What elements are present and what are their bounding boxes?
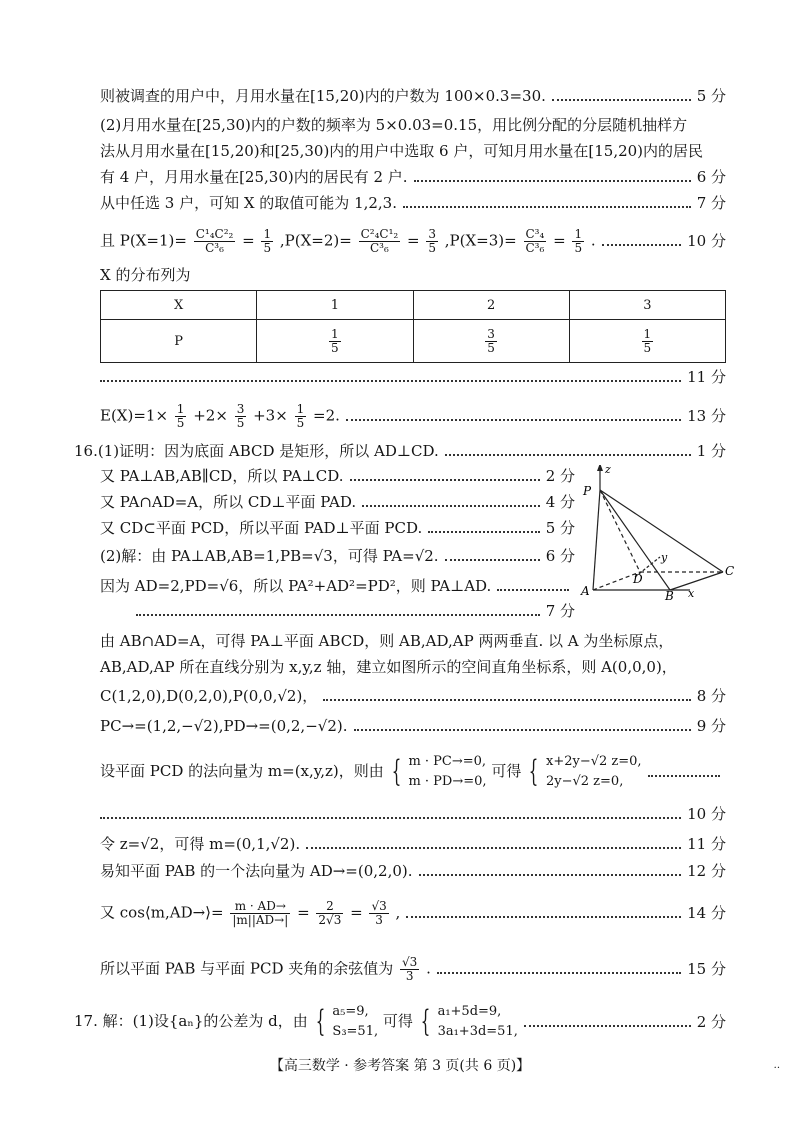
equation-system [408,752,486,792]
denominator: C³₆ [525,240,545,255]
line-text: (2)解：由 PA⊥AB,AB=1,PB=√3，可得 PA=√2. [100,547,439,565]
denominator: C³₆ [370,240,389,255]
dot-leader [100,817,681,819]
dot-leader [346,419,681,421]
answer-line [100,140,726,162]
score-label: 5 分 [696,87,726,105]
dot-leader [362,505,540,507]
numerator: 1 [176,401,185,416]
brace-icon: { [391,754,401,789]
fraction [230,900,290,927]
score-label: 8 分 [696,687,726,705]
conclusion-line [100,953,726,985]
page-mark: ·· [773,1063,780,1074]
numerator: 1 [263,226,272,241]
score-label: 6 分 [545,547,575,565]
equation-system [546,752,642,792]
fraction [295,403,307,430]
dot-leader [406,916,681,918]
answer-line [136,600,575,622]
numerator: 1 [574,226,583,241]
table-cell [569,320,725,363]
system-line [74,1000,726,1044]
dot-leader [552,99,691,101]
fraction [359,228,401,255]
fraction [369,900,388,927]
dot-leader [648,775,720,777]
fraction [485,328,497,355]
equation: a₁+5d=9, [437,1004,502,1019]
brace-icon: { [528,754,539,789]
system-line [100,750,726,794]
table-cell: 2 [413,291,569,320]
table-cell [413,320,569,363]
denominator: 5 [331,340,339,355]
fraction [329,328,341,355]
line-text: 令 z=√2，可得 m=(0,1,√2). [100,835,301,853]
answer-line [100,366,726,388]
text-part: 设平面 PCD 的法向量为 m=(x,y,z)，则由 [100,762,384,780]
table-cell: 3 [569,291,725,320]
score-label: 10 分 [687,232,726,250]
line-text: PC→=(1,2,−√2),PD→=(0,2,−√2). [100,717,348,735]
denominator: |m||AD→| [232,912,289,927]
answer-line [100,264,726,286]
text-part: , [395,903,401,921]
denominator: 5 [643,340,652,355]
denominator: 5 [487,340,495,355]
answer-line [100,630,726,652]
dot-leader [100,380,681,382]
dot-leader [428,531,539,533]
line-text: (2)月用水量在[25,30)内的户数的频率为 5×0.03=0.15，用比例分配的分层随机抽样方 [100,116,688,134]
text-part: = [407,231,420,249]
dot-leader [354,729,691,731]
dot-leader [403,206,691,208]
equation: x+2y−√2 z=0, [545,754,642,769]
fraction [524,228,547,255]
table-cell [257,320,413,363]
numerator: C¹₄C²₂ [195,226,234,241]
text-part: 又 cos⟨m,AD→⟩= [100,903,224,921]
answer-line [100,803,726,825]
line-text: X 的分布列为 [100,266,191,284]
expectation-line [100,400,726,432]
answer-line [100,685,726,707]
denominator: 5 [236,415,245,430]
fraction [642,328,654,355]
score-label: 4 分 [545,493,575,511]
table-cell: P [101,320,257,363]
line-text: 从中任选 3 户，可知 X 的取值可能为 1,2,3. [100,194,397,212]
score-label: 9 分 [696,717,726,735]
answer-line [100,715,726,737]
equation: 2y−√2 z=0, [545,774,624,789]
answer-line [100,860,726,882]
equation: m · PD→=0, [408,774,487,789]
line-text [100,403,340,430]
probability-line [100,225,726,257]
dot-leader [306,847,681,849]
line-text [100,228,596,255]
dot-leader [350,479,540,481]
answer-line [100,656,726,678]
text-part: . [426,959,431,977]
text-part: = [297,903,310,921]
pyramid-figure [575,465,740,600]
denominator: 5 [574,240,583,255]
text-part: =2. [313,406,340,424]
text-part: = [553,231,566,249]
text-part: 可得 [491,762,522,780]
equation-system [438,1002,518,1042]
equation-system [332,1002,378,1042]
dot-leader [445,454,691,456]
line-text: 又 PA⊥AB,AB∥CD，所以 PA⊥CD. [100,467,344,485]
numerator: C²₄C¹₂ [360,226,399,241]
numerator: 3 [487,326,495,341]
table-cell: 1 [257,291,413,320]
text-part: +2× [193,406,228,424]
text-part: 可得 [382,1012,413,1030]
axis-label-y: y [661,551,668,564]
score-label: 12 分 [687,862,726,880]
numerator: √3 [371,898,387,913]
numerator: C³₄ [525,226,545,241]
dot-leader [445,559,540,561]
denominator: 2√3 [318,912,342,927]
text-part: = [242,231,255,249]
denominator: 5 [428,240,436,255]
text-part: 17. 解：(1)设{aₙ}的公差为 d，由 [74,1012,308,1030]
line-text: 又 CD⊂平面 PCD，所以平面 PAD⊥平面 PCD. [100,519,423,537]
line-text: 16.(1)证明：因为底面 ABCD 是矩形，所以 AD⊥CD. [74,442,439,460]
answer-line [100,491,575,513]
table-row [101,320,726,363]
answer-line [100,517,575,539]
text-part: 且 P(X=1)= [100,231,187,249]
answer-line [100,85,726,107]
numerator: 1 [296,401,305,416]
score-label: 10 分 [687,805,726,823]
vertex-label-c: C [725,564,735,578]
line-text [74,1002,518,1042]
dot-leader [323,699,690,701]
score-label: 14 分 [687,904,726,922]
score-label: 15 分 [687,960,726,978]
table-cell: X [101,291,257,320]
vertex-label-d: D [633,572,643,586]
fraction [426,228,438,255]
score-label: 1 分 [696,442,726,460]
score-label: 7 分 [696,194,726,212]
numerator: 3 [236,401,245,416]
score-label: 11 分 [687,835,726,853]
line-text: 由 AB∩AD=A，可得 PA⊥平面 ABCD，则 AB,AD,AP 两两垂直. 以 A 为坐标原点， [100,632,674,650]
numerator: m · AD→ [230,900,290,914]
vertex-label-b: B [665,589,674,600]
line-text: 易知平面 PAB 的一个法向量为 AD→=(0,2,0). [100,862,413,880]
text-part: E(X)=1× [100,406,169,424]
cosine-line [100,896,726,930]
denominator: 3 [375,912,383,927]
fraction [261,228,273,255]
line-text: 有 4 户，月用水量在[25,30)内的居民有 2 户. [100,168,408,186]
brace-icon: { [315,1004,325,1039]
text-part: . [590,231,596,249]
answer-line [100,545,575,567]
fraction [316,900,343,927]
dot-leader [136,614,540,616]
dot-leader [419,874,682,876]
line-text: AB,AD,AP 所在直线分别为 x,y,z 轴，建立如图所示的空间直角坐标系，则 A(0,0,0)， [100,658,677,676]
line-text [100,956,431,983]
fraction [400,956,419,983]
numerator: √3 [402,954,418,969]
denominator: C³₆ [205,240,224,255]
dot-leader [602,244,681,246]
denominator: 5 [263,240,272,255]
text-part: +3× [253,406,288,424]
distribution-table [100,290,726,363]
vertex-label-a: A [581,584,590,598]
answer-line [100,114,726,136]
numerator: 2 [316,900,343,914]
dot-leader [414,180,691,182]
denominator: 3 [405,968,414,983]
table-row [101,291,726,320]
fraction [194,228,236,255]
text-part: 所以平面 PAB 与平面 PCD 夹角的余弦值为 [100,959,394,977]
axis-label-x: x [688,587,695,600]
line-text [100,752,642,792]
score-label: 2 分 [545,467,575,485]
answer-line [100,465,575,487]
brace-icon: { [420,1004,431,1039]
text-part: ,P(X=3)= [444,231,517,249]
fraction [572,228,584,255]
dot-leader [524,1025,691,1027]
line-text [100,900,400,927]
score-label: 5 分 [545,519,575,537]
line-text: 又 PA∩AD=A，所以 CD⊥平面 PAD. [100,493,357,511]
page-footer: 【高三数学 · 参考答案 第 3 页(共 6 页)】 [269,1058,531,1074]
answer-line [100,833,726,855]
numerator: 3 [428,226,436,241]
answer-line [74,440,726,462]
score-label: 11 分 [687,368,726,386]
line-text: C(1,2,0),D(0,2,0),P(0,0,√2)， [100,687,318,705]
equation: S₃=51, [332,1024,379,1039]
score-label: 6 分 [696,168,726,186]
equation: 3a₁+3d=51, [437,1024,518,1039]
dot-leader [497,589,569,591]
vertex-label-p: P [583,484,592,498]
dot-leader [437,972,681,974]
answer-line [100,192,726,214]
score-label: 2 分 [696,1013,726,1031]
fraction [175,403,187,430]
text-part: = [350,903,363,921]
line-text: 法从月用水量在[15,20)和[25,30)内的用户中选取 6 户，可知月用水量在[15,20)内的居民 [100,142,704,160]
denominator: 5 [176,415,185,430]
equation: m · PC→=0, [408,754,487,769]
axis-label-z: z [605,465,611,476]
line-text: 则被调查的用户中，月用水量在[15,20)内的户数为 100×0.3=30. [100,87,546,105]
score-label: 7 分 [545,602,575,620]
numerator: 1 [643,326,652,341]
line-text: 因为 AD=2,PD=√6，所以 PA²+AD²=PD²，则 PA⊥AD. [100,577,492,595]
answer-line [100,575,575,597]
numerator: 1 [331,326,339,341]
answer-line [100,166,726,188]
denominator: 5 [296,415,305,430]
text-part: ,P(X=2)= [279,231,352,249]
fraction [235,403,247,430]
equation: a₅=9, [332,1004,369,1019]
score-label: 13 分 [687,407,726,425]
